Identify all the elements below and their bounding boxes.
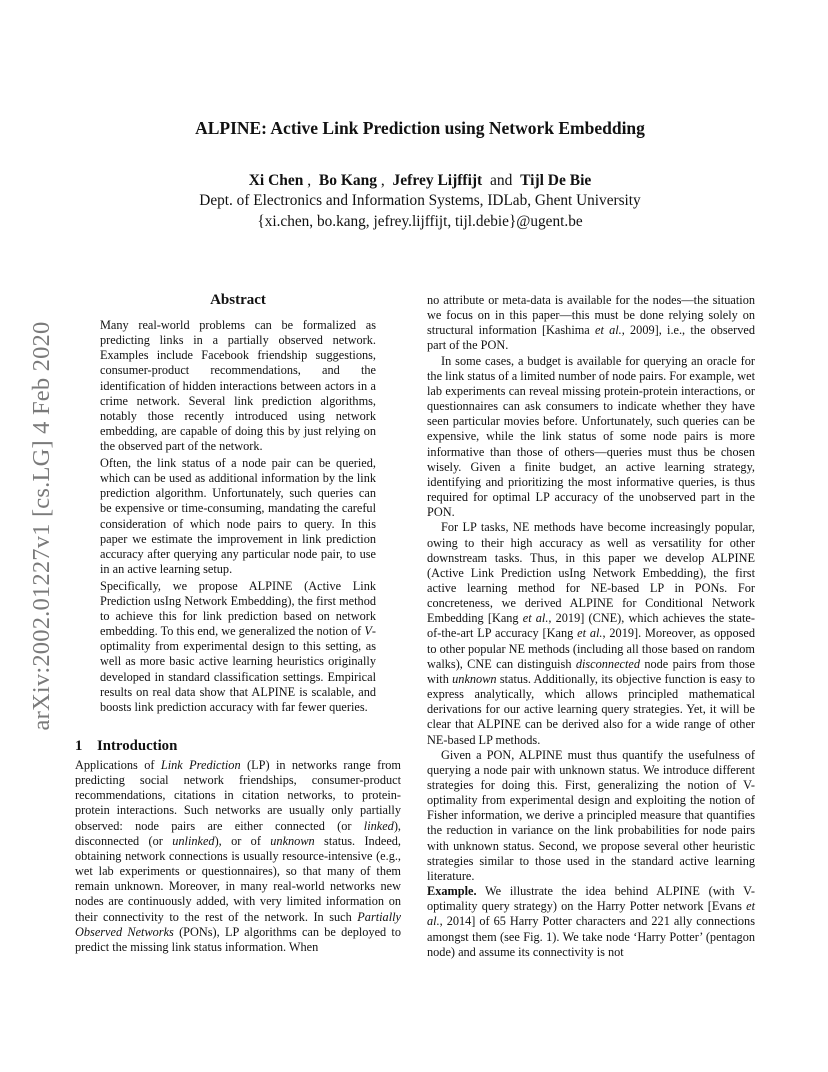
section-title: Introduction	[97, 738, 178, 754]
author-name: Xi Chen	[248, 172, 304, 189]
author-name: Bo Kang	[318, 172, 378, 189]
section-heading-introduction	[75, 738, 177, 755]
author-emails: {xi.chen, bo.kang, jefrey.lijffijt, tijl.debie}@ugent.be	[257, 213, 583, 230]
author-separator: ,	[380, 172, 385, 189]
body-paragraph: Given a PON, ALPINE must thus quantify the usefulness of querying a node pair with unknown status. We introduce different strategies for doing this. First, generalizing the notion of V-optimality from experimental design and exploiting the notion of Fisher information, we derive a principled measure that quantifies the reduction in variance on the link probabilities for node pairs with unknown status. Second, we propose several other heuristic strategies similar to those used in the standard active learning literature.	[427, 747, 755, 883]
author-separator: and	[489, 172, 513, 189]
body-paragraph: In some cases, a budget is available for querying an oracle for the link status of a limited number of node pairs. For example, wet lab experiments can reveal missing protein-protein interactions, or questionnaires can ask consumers to indicate whether they have seen particular movies before. Unfortunately, such queries can be expensive, while the link status of some node pairs is more informative than those of others—queries must thus be chosen wisely. Given a finite budget, an active learning strategy, identifying and prioritizing the most informative queries, is thus required for optimal LP accuracy of the unobserved part in the PON.	[427, 353, 755, 520]
arxiv-watermark	[20, 292, 64, 760]
example-paragraph: Example. We illustrate the idea behind ALPINE (with V-optimality query strategy) on the Harry Potter network [Evans et al., 2014] of 65 Harry Potter characters and 221 ally connections amongst them (see Fig. 1). We take node ‘Harry Potter’ (pentagon node) and assume its connectivity is not	[427, 884, 755, 959]
abstract-paragraph: Specifically, we propose ALPINE (Active Link Prediction usIng Network Embedding), the first method to achieve this for link prediction based on network embedding. To this end, we generalized the notion of V-optimality from experimental design to this setting, as well as more basic active learning heuristics originally developed in standard classification settings. Empirical results on real data show that ALPINE is scalable, and boosts link prediction accuracy with far fewer queries.	[100, 578, 376, 714]
arxiv-id: arXiv:2002.01227v1 [cs.LG] 4 Feb 2020	[28, 321, 55, 731]
paragraph-label: Example.	[427, 884, 477, 899]
abstract-heading: Abstract	[210, 292, 266, 308]
author-list	[70, 172, 770, 190]
body-paragraph: For LP tasks, NE methods have become increasingly popular, owing to their high accuracy as well as versatility for other downstream tasks. Thus, in this paper we develop ALPINE (Active Link Prediction usIng Network Embedding), the first active learning method for NE-based LP in PONs. For concreteness, we derived ALPINE for Conditional Network Embedding [Kang et al., 2019] (CNE), which achieves the state-of-the-art LP accuracy [Kang et al., 2019]. Moreover, as opposed to other popular NE methods (including all those based on random walks), CNE can distinguish disconnected node pairs from those with unknown status. Additionally, its objective function is easy to express analytically, which allows principled mathematical derivations for our active learning query strategies. Yet, it will be clear that ALPINE can be derived also for a wide range of other NE-based LP methods.	[427, 520, 755, 747]
abstract-body	[100, 318, 376, 717]
body-paragraph: no attribute or meta-data is available for the nodes—the situation we focus on in this paper—this must be done relying solely on structural information [Kashima et al., 2009], i.e., the observed part of the PON.	[427, 293, 755, 353]
author-separator: ,	[307, 172, 312, 189]
right-column-body	[427, 293, 755, 960]
body-paragraph: Applications of Link Prediction (LP) in networks range from predicting social network friendships, consumer-product recommendations, citations in citation networks, to protein-protein interactions. Such networks are usually only partially observed: node pairs are either connected (or linked), disconnected (or unlinked), or of unknown status. Indeed, obtaining network connections is usually resource-intensive (e.g., wet lab experiments or questionnaires), so that many of them remain unknown. Moreover, in many real-world networks new nodes are continuously added, with very limited information on their connectivity to the rest of the network. In such Partially Observed Networks (PONs), LP algorithms can be deployed to predict the missing link status information. When	[75, 758, 401, 954]
author-name: Tijl De Bie	[520, 172, 592, 189]
section-number: 1	[75, 738, 83, 754]
abstract-paragraph: Many real-world problems can be formalized as predicting links in a partially observed network. Examples include Facebook friendship suggestions, consumer-product recommendations, and the identification of hidden interactions between actors in a crime network. Several link prediction algorithms, notably those recently introduced using network embedding, are capable of doing this by just relying on the observed part of the network.	[100, 318, 376, 454]
introduction-body	[75, 758, 401, 955]
affiliation: Dept. of Electronics and Information Systems, IDLab, Ghent University	[199, 192, 641, 209]
abstract-paragraph: Often, the link status of a node pair can be queried, which can be used as additional information by the link prediction algorithm. Unfortunately, such queries can be expensive or time-consuming, mandating the careful consideration of which node pairs to query. In this paper we estimate the improvement in link prediction accuracy after querying any particular node pair, to use in an active learning setup.	[100, 455, 376, 576]
author-name: Jefrey Lijffijt	[392, 172, 483, 189]
paper-title: ALPINE: Active Link Prediction using Network Embedding	[195, 118, 645, 138]
